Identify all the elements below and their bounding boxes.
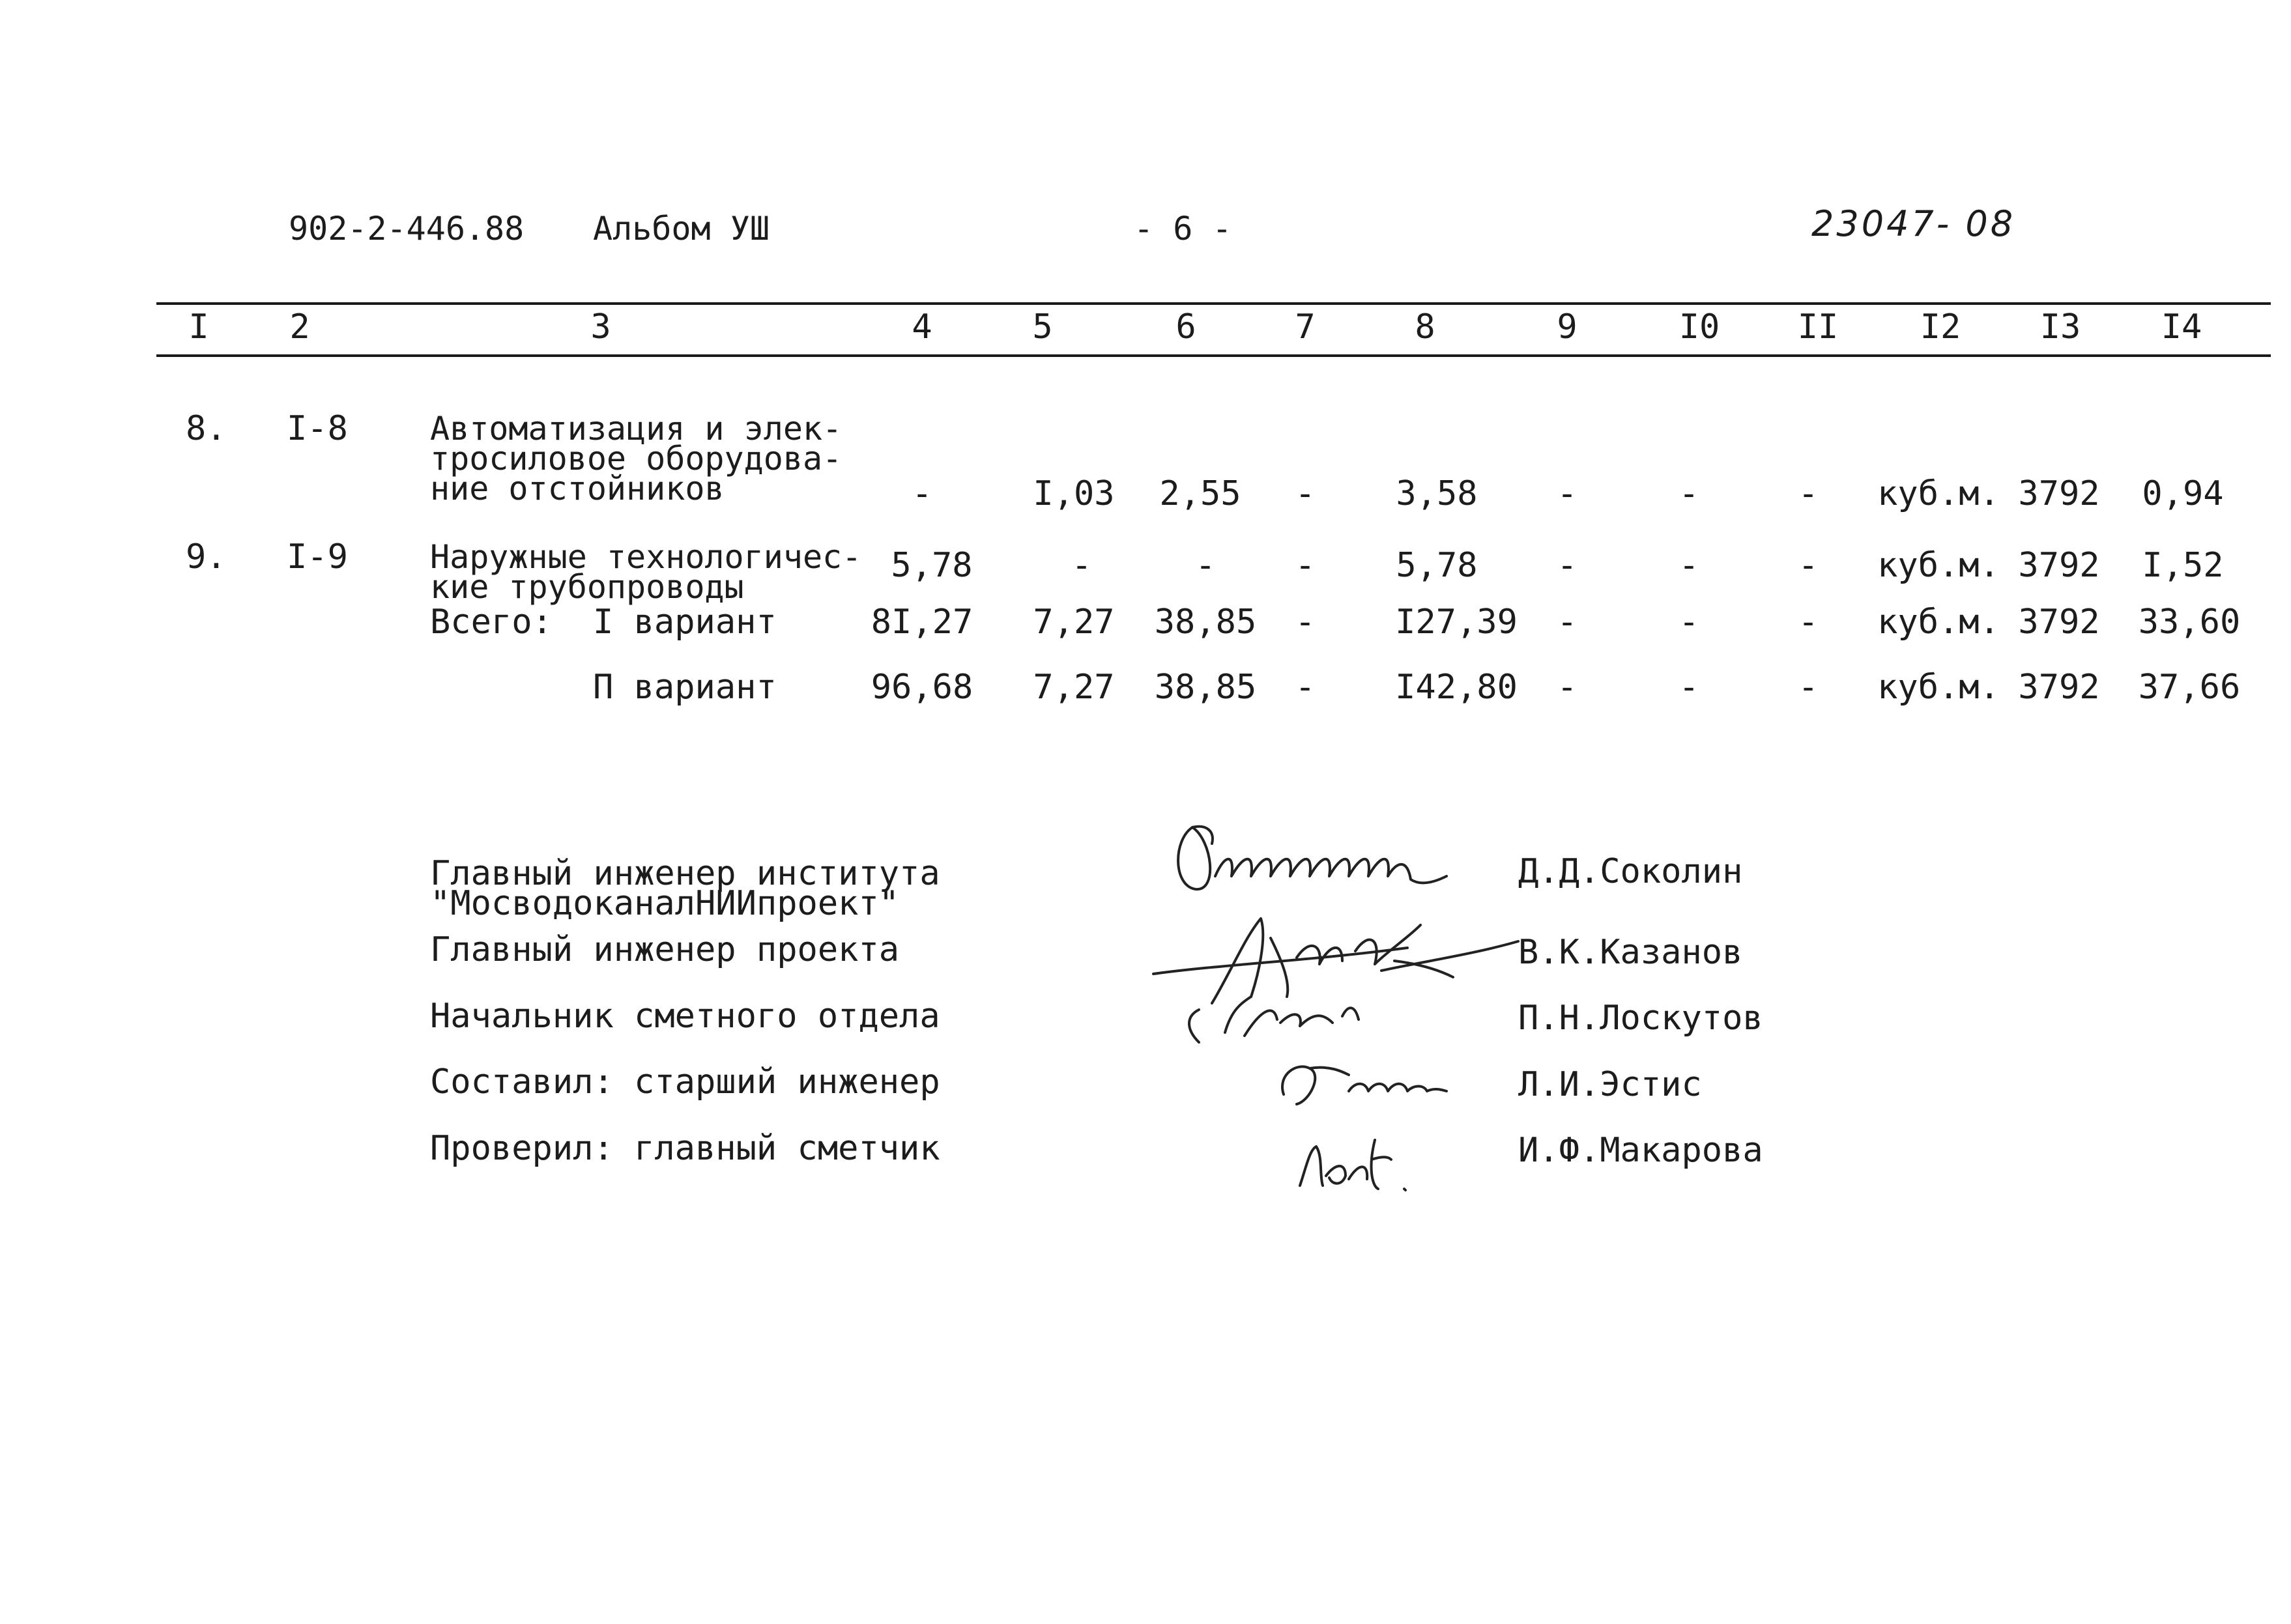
cell-col-12: куб.м.	[1877, 668, 2000, 707]
cell-col-11: -	[1798, 546, 1819, 585]
signature-role-compiled-by: Составил: старший инженер	[430, 1062, 940, 1102]
table-top-rule	[156, 302, 2271, 305]
cell-col-9: -	[1557, 668, 1578, 707]
table-header-bottom-rule	[156, 354, 2271, 357]
row-code: I-8	[287, 409, 348, 448]
document-code: 902-2-446.88	[289, 210, 525, 248]
signature-kazanov	[1147, 899, 1525, 1042]
row-description: Автоматизация и элек- тросиловое оборудова- ние отстойников	[430, 410, 843, 507]
column-header-9: 9	[1557, 307, 1578, 347]
cell-col-7: -	[1295, 546, 1316, 585]
column-header-7: 7	[1295, 307, 1316, 347]
cell-col-11: -	[1798, 668, 1819, 707]
row-description: Наружные технологичес- кие трубопроводы	[430, 538, 862, 606]
column-header-1: I	[188, 307, 209, 347]
cell-col-14: 0,94	[2142, 474, 2224, 513]
cell-col-10: -	[1679, 474, 1699, 513]
cell-col-10: -	[1679, 603, 1699, 642]
cell-col-4: 96,68	[871, 668, 973, 707]
cell-col-12: куб.м.	[1877, 474, 2000, 513]
column-header-5: 5	[1032, 307, 1053, 347]
totals-label: Всего:	[430, 603, 553, 642]
cell-col-13: 3792	[2018, 668, 2100, 707]
cell-col-7: -	[1295, 603, 1316, 642]
cell-col-11: -	[1798, 474, 1819, 513]
cell-col-8: 5,78	[1396, 546, 1478, 585]
cell-col-14: 37,66	[2138, 668, 2241, 707]
column-header-12: I2	[1920, 307, 1961, 347]
column-header-14: I4	[2161, 307, 2202, 347]
column-header-10: I0	[1679, 307, 1720, 347]
column-header-3: 3	[590, 307, 611, 347]
cell-col-14: 33,60	[2138, 603, 2241, 642]
cell-col-7: -	[1295, 474, 1316, 513]
signatory-name: В.К.Казанов	[1518, 933, 1743, 972]
cell-col-6: 38,85	[1154, 668, 1257, 707]
album-label: Альбом УШ	[593, 210, 770, 248]
cell-col-6: -	[1195, 546, 1216, 585]
cell-col-9: -	[1557, 546, 1578, 585]
row-number: 9.	[186, 537, 227, 577]
cell-col-13: 3792	[2018, 474, 2100, 513]
column-header-2: 2	[289, 307, 310, 347]
cell-col-6: 38,85	[1154, 603, 1257, 642]
cell-col-9: -	[1557, 603, 1578, 642]
cell-col-13: 3792	[2018, 546, 2100, 585]
column-header-11: II	[1797, 307, 1839, 347]
cell-col-8: I42,80	[1395, 668, 1518, 707]
cell-col-4: 5,78	[891, 546, 973, 585]
page-number: - 6 -	[1134, 210, 1232, 248]
archive-number: 23047- 08	[1811, 203, 2016, 244]
signature-makarova	[1290, 1127, 1440, 1199]
signatory-name: Д.Д.Соколин	[1518, 852, 1743, 891]
signature-role-checked-by: Проверил: главный сметчик	[430, 1129, 940, 1168]
signatory-name: И.Ф.Макарова	[1518, 1131, 1763, 1170]
variant-name: П вариант	[593, 668, 777, 707]
signature-estis	[1271, 1055, 1453, 1114]
column-header-13: I3	[2039, 307, 2081, 347]
cell-col-6: 2,55	[1159, 474, 1241, 513]
cell-col-8: I27,39	[1395, 603, 1518, 642]
cell-col-13: 3792	[2018, 603, 2100, 642]
cell-col-7: -	[1295, 668, 1316, 707]
row-code: I-9	[287, 537, 348, 577]
cell-col-10: -	[1679, 668, 1699, 707]
row-number: 8.	[186, 409, 227, 448]
cell-col-10: -	[1679, 546, 1699, 585]
cell-col-12: куб.м.	[1877, 546, 2000, 585]
cell-col-8: 3,58	[1396, 474, 1478, 513]
column-header-4: 4	[912, 307, 932, 347]
signature-sokolin	[1166, 814, 1460, 905]
cell-col-5: I,03	[1033, 474, 1115, 513]
cell-col-14: I,52	[2142, 546, 2224, 585]
cell-col-5: -	[1071, 546, 1092, 585]
variant-name: I вариант	[593, 603, 777, 642]
signature-role-chief-project-engineer: Главный инженер проекта	[430, 930, 900, 969]
column-header-8: 8	[1415, 307, 1435, 347]
cell-col-5: 7,27	[1033, 603, 1115, 642]
column-header-6: 6	[1175, 307, 1196, 347]
signature-role-head-estimate-dept: Начальник сметного отдела	[430, 997, 940, 1036]
signatory-name: Л.И.Эстис	[1518, 1065, 1702, 1104]
signature-role-chief-engineer-institute: Главный инженер института "МосводоканалНИИпроект"	[430, 854, 940, 923]
cell-col-4: -	[912, 474, 932, 513]
cell-col-4: 8I,27	[871, 603, 973, 642]
cell-col-5: 7,27	[1033, 668, 1115, 707]
signatory-name: П.Н.Лоскутов	[1518, 999, 1763, 1038]
cell-col-9: -	[1557, 474, 1578, 513]
cell-col-12: куб.м.	[1877, 603, 2000, 642]
cell-col-11: -	[1798, 603, 1819, 642]
